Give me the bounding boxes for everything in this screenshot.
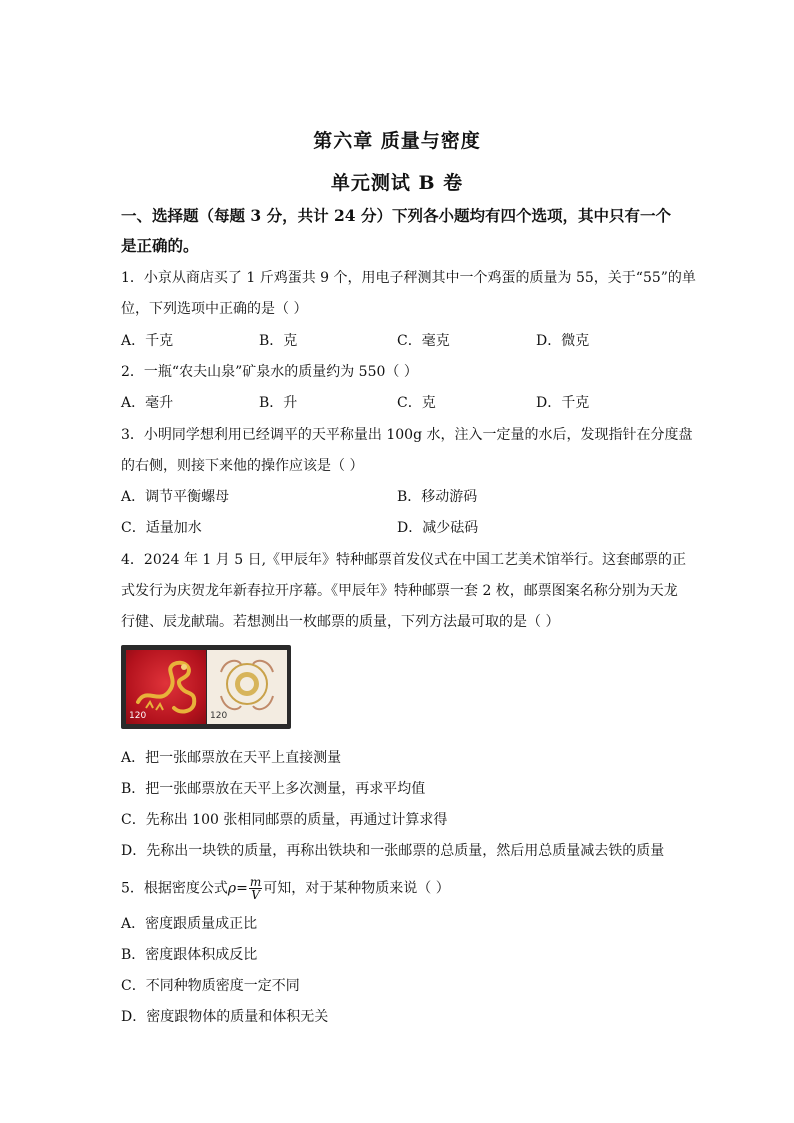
stamp-left-value: 120 xyxy=(129,711,147,721)
q1-text-line2: 位，下列选项中正确的是（ ） xyxy=(121,301,308,317)
q5-option-d: D．密度跟物体的质量和体积无关 xyxy=(121,1009,329,1025)
fraction-denominator: V xyxy=(251,888,260,902)
q4-option-c: C．先称出 100 张相同邮票的质量，再通过计算求得 xyxy=(121,812,448,828)
section-heading-line2: 是正确的。 xyxy=(121,236,199,255)
q2-option-a: A．毫升 xyxy=(121,395,174,411)
test-subtitle: 单元测试 B 卷 xyxy=(330,172,464,194)
q3-option-c: C．适量加水 xyxy=(121,520,202,536)
q2-option-c: C．克 xyxy=(397,395,436,411)
q1-option-b: B．克 xyxy=(259,333,298,349)
q2-option-b: B．升 xyxy=(259,395,298,411)
q5-option-a: A．密度跟质量成正比 xyxy=(121,916,258,932)
q4-text-line2: 式发行为庆贺龙年新春拉开序幕。《甲辰年》特种邮票一套 2 枚，邮票图案名称分别为天龙 xyxy=(121,583,678,599)
ornament-stamp xyxy=(207,650,287,724)
density-fraction xyxy=(249,876,262,901)
q1-option-c: C．毫克 xyxy=(397,333,450,349)
q1-text-line1: 1．小京从商店买了 1 斤鸡蛋共 9 个，用电子秤测其中一个鸡蛋的质量为 55，关于“55”的单 xyxy=(121,270,696,286)
q1-option-d: D．微克 xyxy=(536,333,590,349)
q5-suffix: 可知，对于某种物质来说（ ） xyxy=(263,880,450,897)
q2-text-line1: 2．一瓶“农夫山泉”矿泉水的质量约为 550（ ） xyxy=(121,364,418,380)
q4-option-d: D．先称出一块铁的质量，再称出铁块和一张邮票的总质量，然后用总质量减去铁的质量 xyxy=(121,843,665,859)
q4-text-line1: 4．2024 年 1 月 5 日,《甲辰年》特种邮票首发仪式在中国工艺美术馆举行。这套邮票的正 xyxy=(121,552,687,568)
q3-option-a: A．调节平衡螺母 xyxy=(121,489,230,505)
q3-option-d: D．减少砝码 xyxy=(397,520,479,536)
q4-option-b: B．把一张邮票放在天平上多次测量，再求平均值 xyxy=(121,781,426,797)
stamp-pair-image xyxy=(121,645,291,729)
q4-option-a: A．把一张邮票放在天平上直接测量 xyxy=(121,750,342,766)
q5-rho: ρ= xyxy=(227,880,248,897)
q5-prefix: 5．根据密度公式 xyxy=(121,880,228,897)
stamp-right-value: 120 xyxy=(210,711,228,721)
dragon-stamp xyxy=(126,650,206,724)
q1-option-a: A．千克 xyxy=(121,333,174,349)
fraction-numerator: m xyxy=(249,875,262,889)
section-heading-line1: 一、选择题（每题 3 分，共计 24 分）下列各小题均有四个选项，其中只有一个 xyxy=(121,206,671,225)
q5-option-b: B．密度跟体积成反比 xyxy=(121,947,258,963)
q3-option-b: B．移动游码 xyxy=(397,489,478,505)
q4-text-line3: 行健、辰龙献瑞。若想测出一枚邮票的质量，下列方法最可取的是（ ） xyxy=(121,614,560,630)
chapter-title: 第六章 质量与密度 xyxy=(313,130,481,152)
q5-option-c: C．不同种物质密度一定不同 xyxy=(121,978,300,994)
q3-text-line2: 的右侧，则接下来他的操作应该是（ ） xyxy=(121,458,364,474)
q2-option-d: D．千克 xyxy=(536,395,590,411)
q5-text-line1 xyxy=(121,876,681,901)
q3-text-line1: 3．小明同学想利用已经调平的天平称量出 100g 水，注入一定量的水后，发现指针在分度盘 xyxy=(121,427,693,443)
